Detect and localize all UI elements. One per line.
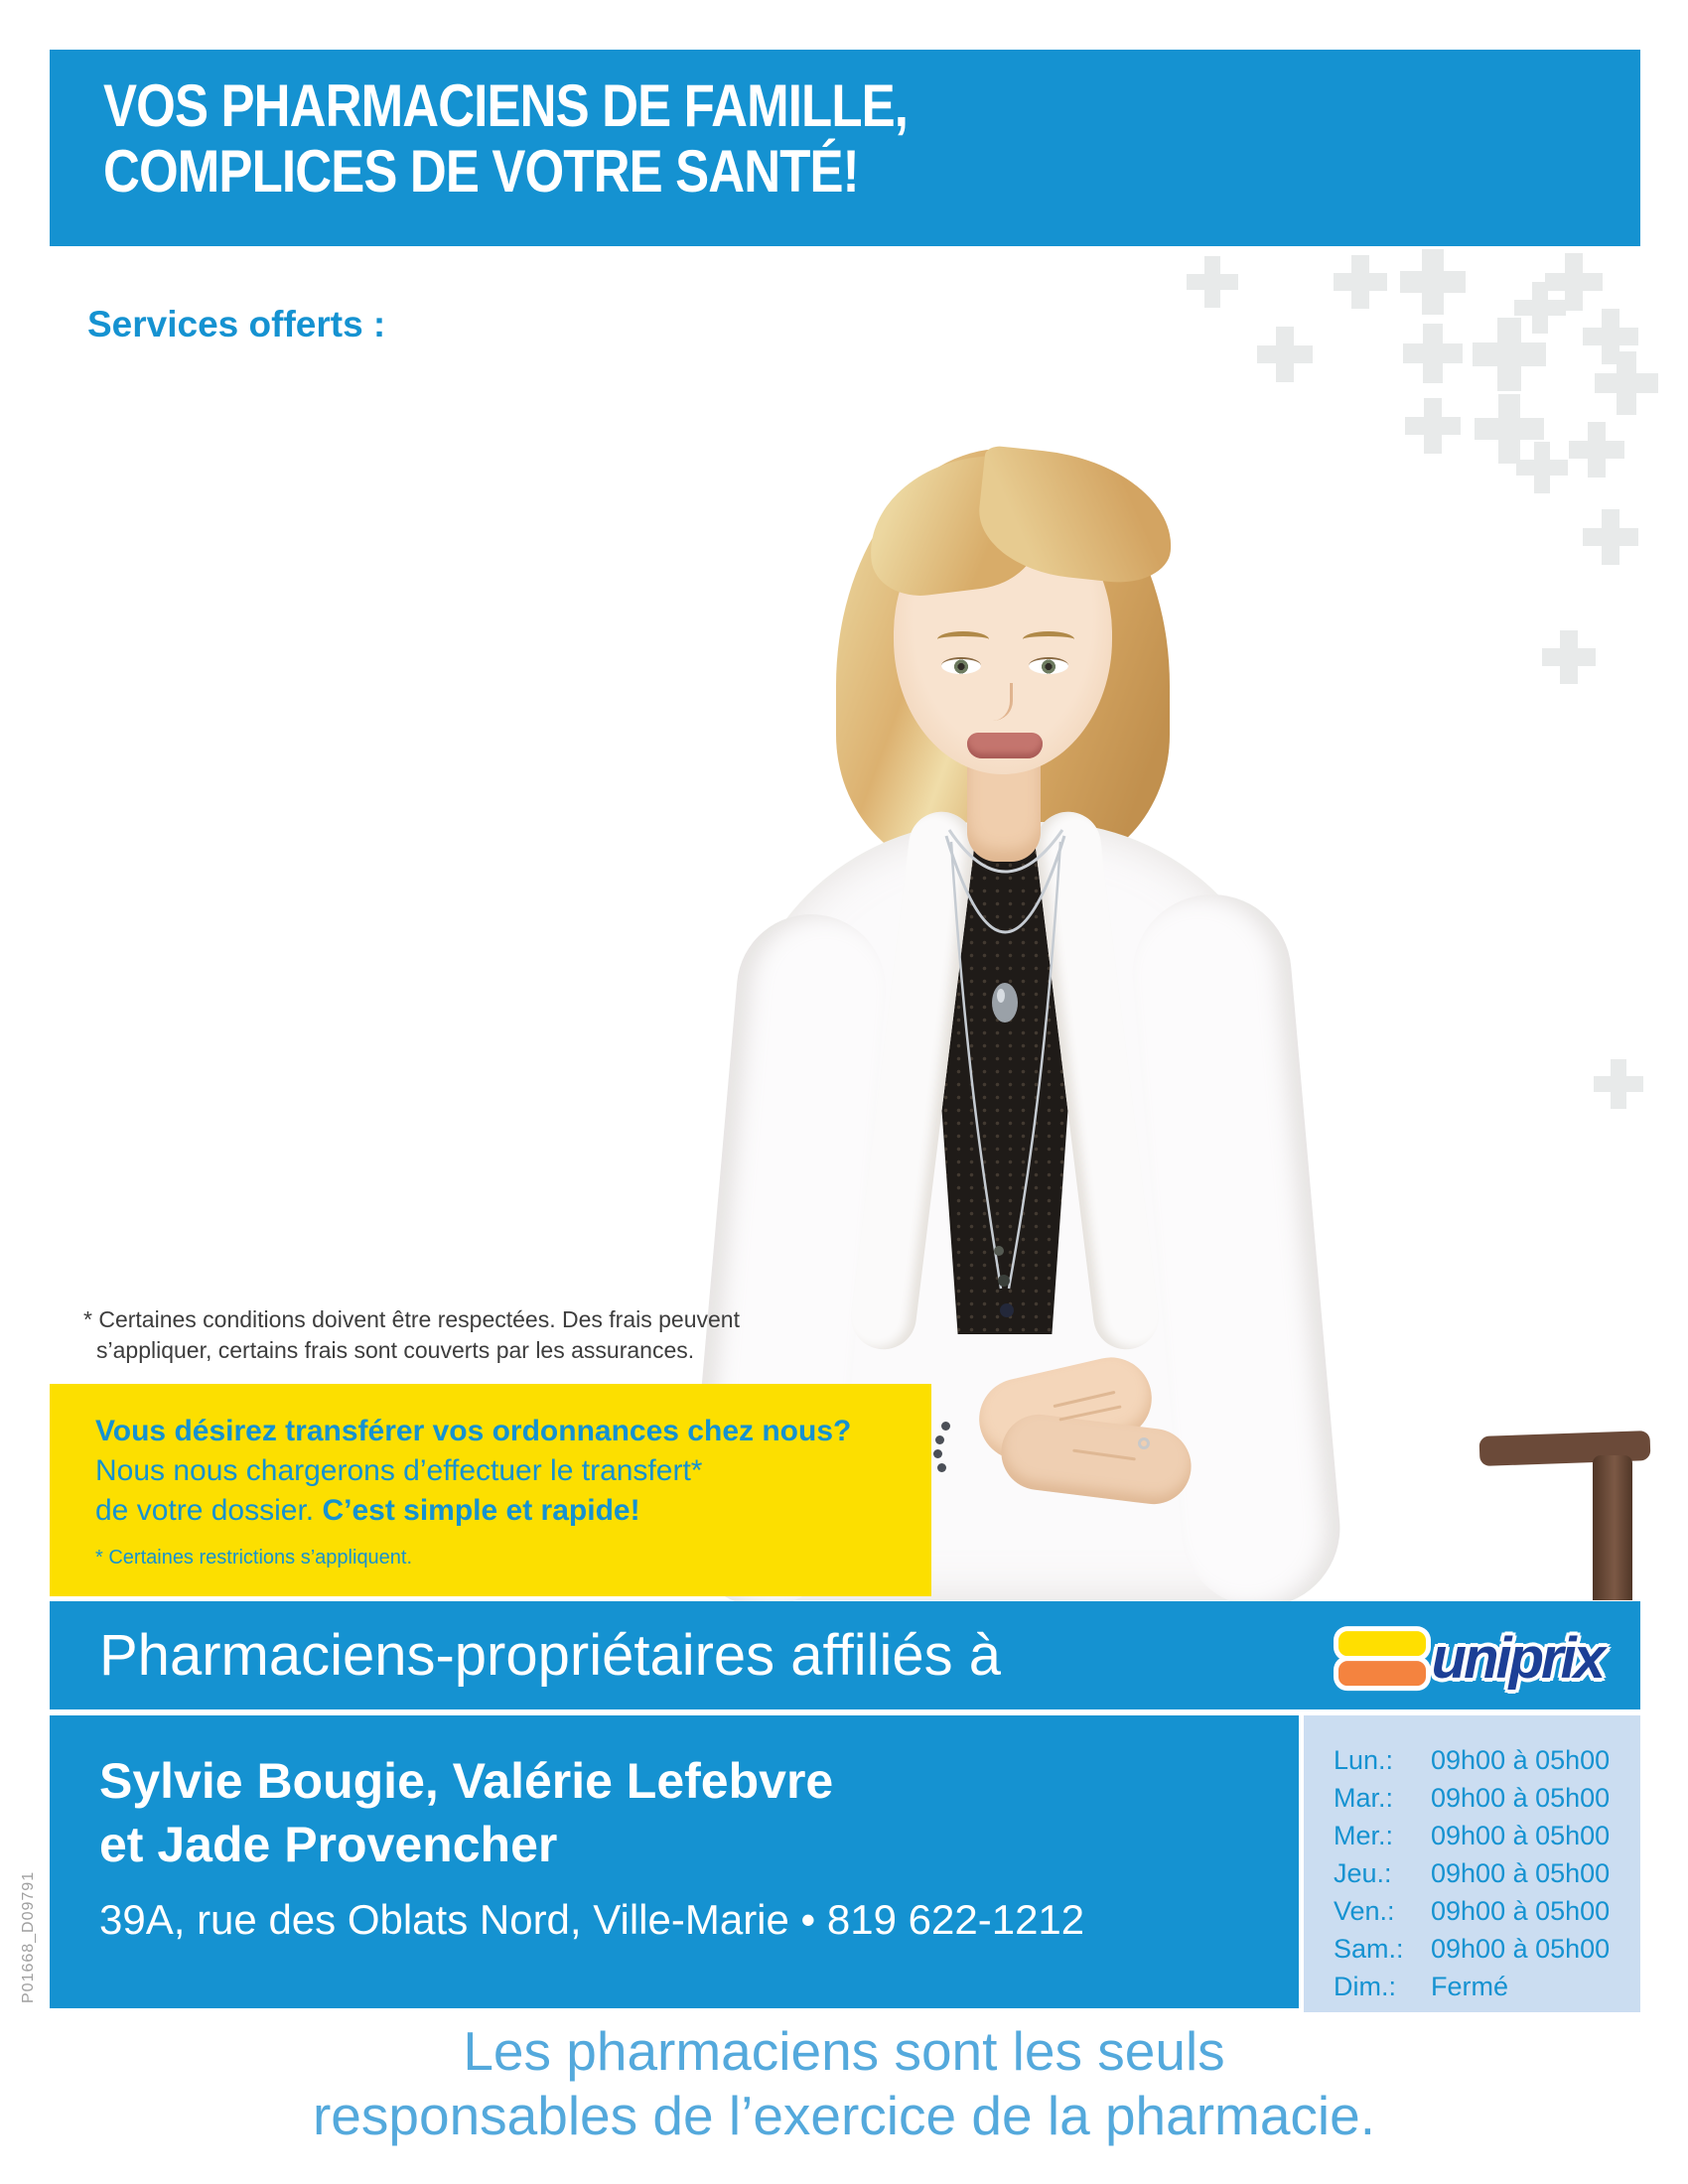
hours-panel xyxy=(1304,1715,1640,2012)
eyebrow xyxy=(937,631,989,647)
ring xyxy=(1138,1437,1150,1449)
necklace xyxy=(892,792,1120,1348)
affiliation-text: Pharmaciens-propriétaires affiliés à xyxy=(99,1623,1002,1688)
hours-day: Jeu.: xyxy=(1334,1858,1392,1888)
hours-row xyxy=(1334,1892,1640,1930)
eye xyxy=(941,657,981,674)
transfer-line2: Nous nous chargerons d’effectuer le transfert* xyxy=(95,1454,703,1487)
hours-day: Dim.: xyxy=(1334,1972,1396,2001)
hours-time: 09h00 à 05h00 xyxy=(1431,1858,1611,1888)
hours-day: Mer.: xyxy=(1334,1821,1394,1850)
owners-line1: Sylvie Bougie, Valérie Lefebvre xyxy=(99,1753,834,1809)
eyebrow xyxy=(1023,631,1074,647)
hours-time: Fermé xyxy=(1431,1972,1509,2001)
logo-bar-orange xyxy=(1338,1661,1426,1686)
smile xyxy=(967,733,1043,758)
headline-line2: COMPLICES DE VOTRE SANTÉ! xyxy=(103,138,859,205)
pharmacy-address: 39A, rue des Oblats Nord, Ville-Marie • 819 622-1212 xyxy=(99,1896,1085,1943)
hours-time: 09h00 à 05h00 xyxy=(1431,1896,1611,1926)
chair-leg xyxy=(1593,1455,1632,1600)
hours-row xyxy=(1334,1968,1640,2005)
uniprix-logo xyxy=(1338,1625,1603,1692)
logo-bar-yellow xyxy=(1338,1631,1426,1656)
bracelet-bead xyxy=(937,1463,946,1472)
hours-day: Lun.: xyxy=(1334,1745,1394,1775)
owners-line2: et Jade Provencher xyxy=(99,1817,558,1872)
header-banner xyxy=(50,50,1640,246)
transfer-offer-box xyxy=(50,1384,931,1596)
hours-time: 09h00 à 05h00 xyxy=(1431,1745,1611,1775)
disclaimer-line1: Les pharmaciens sont les seuls xyxy=(463,2020,1225,2082)
owners-panel xyxy=(50,1715,1299,2008)
hours-row xyxy=(1334,1779,1640,1817)
transfer-line3: de votre dossier. C’est simple et rapide! xyxy=(95,1494,640,1527)
disclaimer-line2: responsables de l’exercice de la pharmacie. xyxy=(312,2085,1376,2146)
hours-day: Sam.: xyxy=(1334,1934,1404,1964)
uniprix-logo-bars-icon xyxy=(1338,1631,1426,1686)
footnote-line2: s’appliquer, certains frais sont couverts par les assurances. xyxy=(96,1337,695,1363)
hours-row xyxy=(1334,1854,1640,1892)
hours-day: Ven.: xyxy=(1334,1896,1395,1926)
hours-day: Mar.: xyxy=(1334,1783,1394,1813)
bracelet-bead xyxy=(941,1422,950,1431)
hours-list xyxy=(1334,1741,1640,2005)
hours-row xyxy=(1334,1817,1640,1854)
uniprix-wordmark: uniprix xyxy=(1431,1625,1603,1691)
services-label: Services offerts : xyxy=(87,304,386,344)
headline-line1: VOS PHARMACIENS DE FAMILLE, xyxy=(103,72,909,139)
hours-time: 09h00 à 05h00 xyxy=(1431,1783,1611,1813)
bracelet-bead xyxy=(933,1449,942,1458)
affiliation-band xyxy=(50,1601,1640,1709)
bracelet-bead xyxy=(935,1435,944,1444)
hours-row xyxy=(1334,1741,1640,1779)
footnote-line1: * Certaines conditions doivent être respectées. Des frais peuvent xyxy=(83,1306,740,1332)
eye xyxy=(1029,657,1068,674)
transfer-footnote: * Certaines restrictions s’appliquent. xyxy=(95,1547,413,1569)
legal-disclaimer xyxy=(0,2019,1688,2148)
hours-row xyxy=(1334,1930,1640,1968)
hours-time: 09h00 à 05h00 xyxy=(1431,1934,1611,1964)
conditions-footnote xyxy=(83,1304,740,1366)
transfer-line1: Vous désirez transférer vos ordonnances chez nous? xyxy=(95,1415,852,1447)
print-code: P01668_D09791 xyxy=(20,1870,37,2003)
hours-time: 09h00 à 05h00 xyxy=(1431,1821,1611,1850)
